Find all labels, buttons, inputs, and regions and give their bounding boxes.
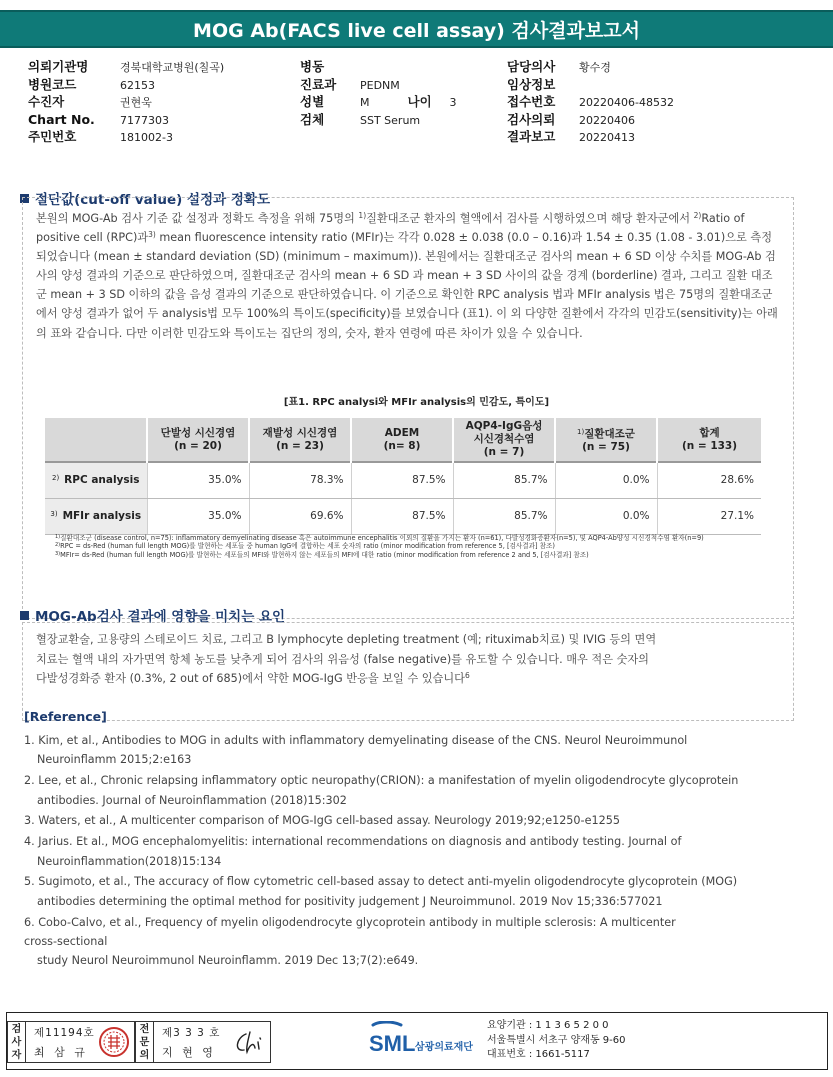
specialist-signature-box bbox=[135, 1021, 271, 1063]
table-cell: 85.7% bbox=[453, 462, 555, 498]
table-header-cell: 합계 (n = 133) bbox=[657, 418, 761, 462]
footnote: $^{3)}$MFIr= ds-Red (human full length MOG)를 발현하는 세포들의 MFI와 발현하지 않는 세포들의 MFI에 대한 ratio (minor modification from reference 2 and 5, [검사결과] 참조) bbox=[55, 550, 589, 559]
table-footnotes bbox=[55, 534, 775, 559]
sml-logo-icon bbox=[367, 1021, 482, 1061]
table-header-cell: AQP4-IgG음성 시신경척수염 (n = 7) bbox=[453, 418, 555, 462]
technician-name: 최 삼 규 bbox=[34, 1046, 88, 1059]
info-row-specimen: 검체 SST Serum bbox=[300, 111, 421, 127]
technician-license: 제11194호 bbox=[34, 1027, 95, 1039]
table-cell: 0.0% bbox=[555, 498, 657, 534]
svg-text:SML: SML bbox=[369, 1031, 416, 1056]
sml-logo bbox=[367, 1021, 482, 1065]
report-footer bbox=[6, 1012, 828, 1070]
table-cell: 85.7% bbox=[453, 498, 555, 534]
technician-label: 검사자 bbox=[8, 1022, 26, 1062]
section1-paragraph: 본원의 MOG-Ab 검사 기준 값 설정과 정확도 측정을 위해 75명의 $^{1)}$질환대조군 환자의 혈액에서 검사를 시행하였으며 해당 환자군에서 $^{2)}$Ratio of positive cell (RPC)과$^{3)}$ mean fluorescence intensity ratio (MFIr)는 각각 0.028 ± 0.038 (0.0 – 0.16)과 1.54 ± 0.35 (1.08 - 3.01)으로 측정되었습니다 (mean ± standard deviation (SD) (minimum – maximum)). 본원에서는 질환대조군 검사의 mean + 6 SD 이상 수치를 MOG-Ab 검사의 양성 결과의 기준으로 판단하였으며, 질환대조군 검사의 mean + 6 SD 과 mean + 3 SD 사이의 값을 경계 (borderline) 결과, 그리고 질환 대조군 mean + 3 SD 이하의 값을 음성 결과의 기준으로 판단하였습니다. 이 기준으로 확인한 RPC analysis 법과 MFIr analysis 법은 75명의 질환대조군에서 양성 결과가 없어 두 analysis법 모두 100%의 특이도(specificity)를 보였습니다 (표1). 이 외 다양한 질환에서 각각의 민감도(sensitivity)는 아래의 표와 같습니다. 다만 이러한 민감도와 특이도는 집단의 정의, 숫자, 환자 연령에 따른 차이가 있을 수 있습니다. bbox=[36, 211, 778, 340]
reference-item: 3. Waters, et al., A multicenter comparison of MOG-IgG cell-based assay. Neurology 2019;92;e1250-e1255 bbox=[24, 814, 620, 828]
svg-text:삼광의료재단: 삼광의료재단 bbox=[415, 1042, 473, 1053]
table-corner-cell bbox=[45, 418, 147, 462]
table-caption: [표1. RPC analysi와 MFIr analysis의 민감도, 특이도] bbox=[283, 397, 550, 408]
info-row-resident-no: 주민번호 181002-3 bbox=[28, 129, 173, 144]
info-row-receipt-no: 접수번호 20220406-48532 bbox=[507, 94, 674, 109]
info-row-chart-no: Chart No. 7177303 bbox=[28, 111, 169, 127]
info-row-request-date: 검사의뢰 20220406 bbox=[507, 111, 635, 127]
table-cell: 87.5% bbox=[351, 498, 453, 534]
table-header-cell: $^{1)}$질환대조군 (n = 75) bbox=[555, 418, 657, 462]
reference-item: 4. Jarius. Et al., MOG encephalomyelitis: international recommendations on diagnosis and antibody testing. Journal of Neuroinflammation(2018)15:134 bbox=[24, 835, 682, 868]
table-header-row bbox=[45, 418, 761, 462]
info-column-1 bbox=[28, 58, 224, 146]
table-header-cell: 단발성 시신경염 (n = 20) bbox=[147, 418, 249, 462]
table-cell: 78.3% bbox=[249, 462, 351, 498]
table-cell: 27.1% bbox=[657, 498, 761, 534]
table-row-header: $^{3)}$ MFIr analysis bbox=[45, 498, 147, 534]
table-row bbox=[45, 498, 761, 534]
info-row-institution: 의뢰기관명 경북대학교병원(칠곡) bbox=[28, 59, 225, 74]
info-row-patient: 수진자 권현욱 bbox=[28, 94, 152, 109]
reference-item: 2. Lee, et al., Chronic relapsing inflammatory optic neuropathy(CRION): a manifestation of myelin oligodendrocyte glycoprotein antibodies. Journal of Neuroinflammation (2018)15:302 bbox=[24, 774, 739, 807]
table-header-cell: 재발성 시신경염 (n = 23) bbox=[249, 418, 351, 462]
info-row-ward: 병동 bbox=[300, 59, 325, 74]
info-row-dept: 진료과 PEDNM bbox=[300, 76, 400, 92]
section2-heading: MOG-Ab검사 결과에 영향을 미치는 요인 bbox=[20, 605, 285, 625]
table-row bbox=[45, 462, 761, 498]
info-row-report-date: 결과보고 20220413 bbox=[507, 129, 635, 144]
info-row-clinical-info: 임상정보 bbox=[507, 76, 556, 92]
table-cell: 69.6% bbox=[249, 498, 351, 534]
info-column-2 bbox=[300, 58, 457, 128]
specialist-label: 전문의 bbox=[136, 1022, 154, 1062]
red-seal-stamp-icon bbox=[98, 1026, 130, 1058]
info-row-sex-age: 성별 M 나이 3 bbox=[300, 94, 457, 109]
table-cell: 28.6% bbox=[657, 462, 761, 498]
info-row-hospital-code: 병원코드 62153 bbox=[28, 76, 155, 92]
table-row-header: $^{2)}$ RPC analysis bbox=[45, 462, 147, 498]
info-row-doctor: 담당의사 황수경 bbox=[507, 59, 611, 74]
table-cell: 35.0% bbox=[147, 462, 249, 498]
references-heading: [Reference] bbox=[24, 709, 107, 724]
info-column-3 bbox=[507, 58, 674, 146]
references-list bbox=[24, 731, 814, 972]
technician-signature-box bbox=[7, 1021, 135, 1063]
table-cell: 87.5% bbox=[351, 462, 453, 498]
specialist-name: 지 현 영 bbox=[162, 1046, 216, 1059]
handwritten-signature-icon bbox=[232, 1028, 268, 1058]
report-title: MOG Ab(FACS live cell assay) 검사결과보고서 bbox=[0, 10, 833, 48]
reference-item: 6. Cobo-Calvo, et al., Frequency of myelin oligodendrocyte glycoprotein antibody in multiple sclerosis: A multicenter cross-sectional study Neurol Neuroimmunol Neuroinflamm. 2019 Dec 13;7(2):e649. bbox=[24, 915, 676, 968]
table-cell: 0.0% bbox=[555, 462, 657, 498]
square-bullet-icon bbox=[20, 611, 29, 620]
section2-paragraph: 혈장교환술, 고용량의 스테로이드 치료, 그리고 B lymphocyte depleting treatment (예; rituximab치료) 및 IVIG 등의 면역 치료는 혈액 내의 자가면역 항체 농도를 낮추게 되어 검사의 위음성 (false negative)를 유도할 수 있습니다. 매우 적은 숫자의 다발성경화증 환자 (0.3%, 2 out of 685)에서 약한 MOG-IgG 반응을 보일 수 있습니다$^6$ bbox=[36, 633, 657, 686]
footnote: $^{2)}$RPC = ds-Red (human full length MOG)를 발현하는 세포들 중 human IgG에 결합하는 세포 숫자의 ratio (minor modification from reference 5, [검사결과] 참조) bbox=[55, 542, 555, 551]
sensitivity-table bbox=[45, 418, 761, 535]
table-header-cell: ADEM (n= 8) bbox=[351, 418, 453, 462]
reference-item: 5. Sugimoto, et al., The accuracy of flow cytometric cell-based assay to detect anti-myelin oligodendrocyte glycoprotein (MOG) antibodies determining the optimal method for positivity judgement J Neuroimmunol. 2019 Nov 15;336:577021 bbox=[24, 875, 738, 908]
organization-info: 요양기관 : 1 1 3 6 5 2 0 0 서울특별시 서초구 양재동 9-60 대표번호 : 1661-5117 bbox=[487, 1020, 626, 1060]
footnote: $^{1)}$질환대조군 (disease control, n=75): inflammatory demyelinating disease 혹은 autoimmune encephalitis 이외의 질환을 가지는 환자 (n=61), 다발성경화증환자(n=5), 및 AQP4-Ab양성 시신경척수염 환자(n=9) bbox=[55, 534, 704, 542]
section1-heading: 절단값(cut-off value) 설정과 정확도 bbox=[20, 188, 270, 208]
table-cell: 35.0% bbox=[147, 498, 249, 534]
specialist-license: 제3 3 3 호 bbox=[162, 1027, 221, 1039]
reference-item: 1. Kim, et al., Antibodies to MOG in adults with inflammatory demyelinating disease of the CNS. Neurol Neuroimmunol Neuroinflamm 2015;2:e163 bbox=[24, 734, 688, 767]
